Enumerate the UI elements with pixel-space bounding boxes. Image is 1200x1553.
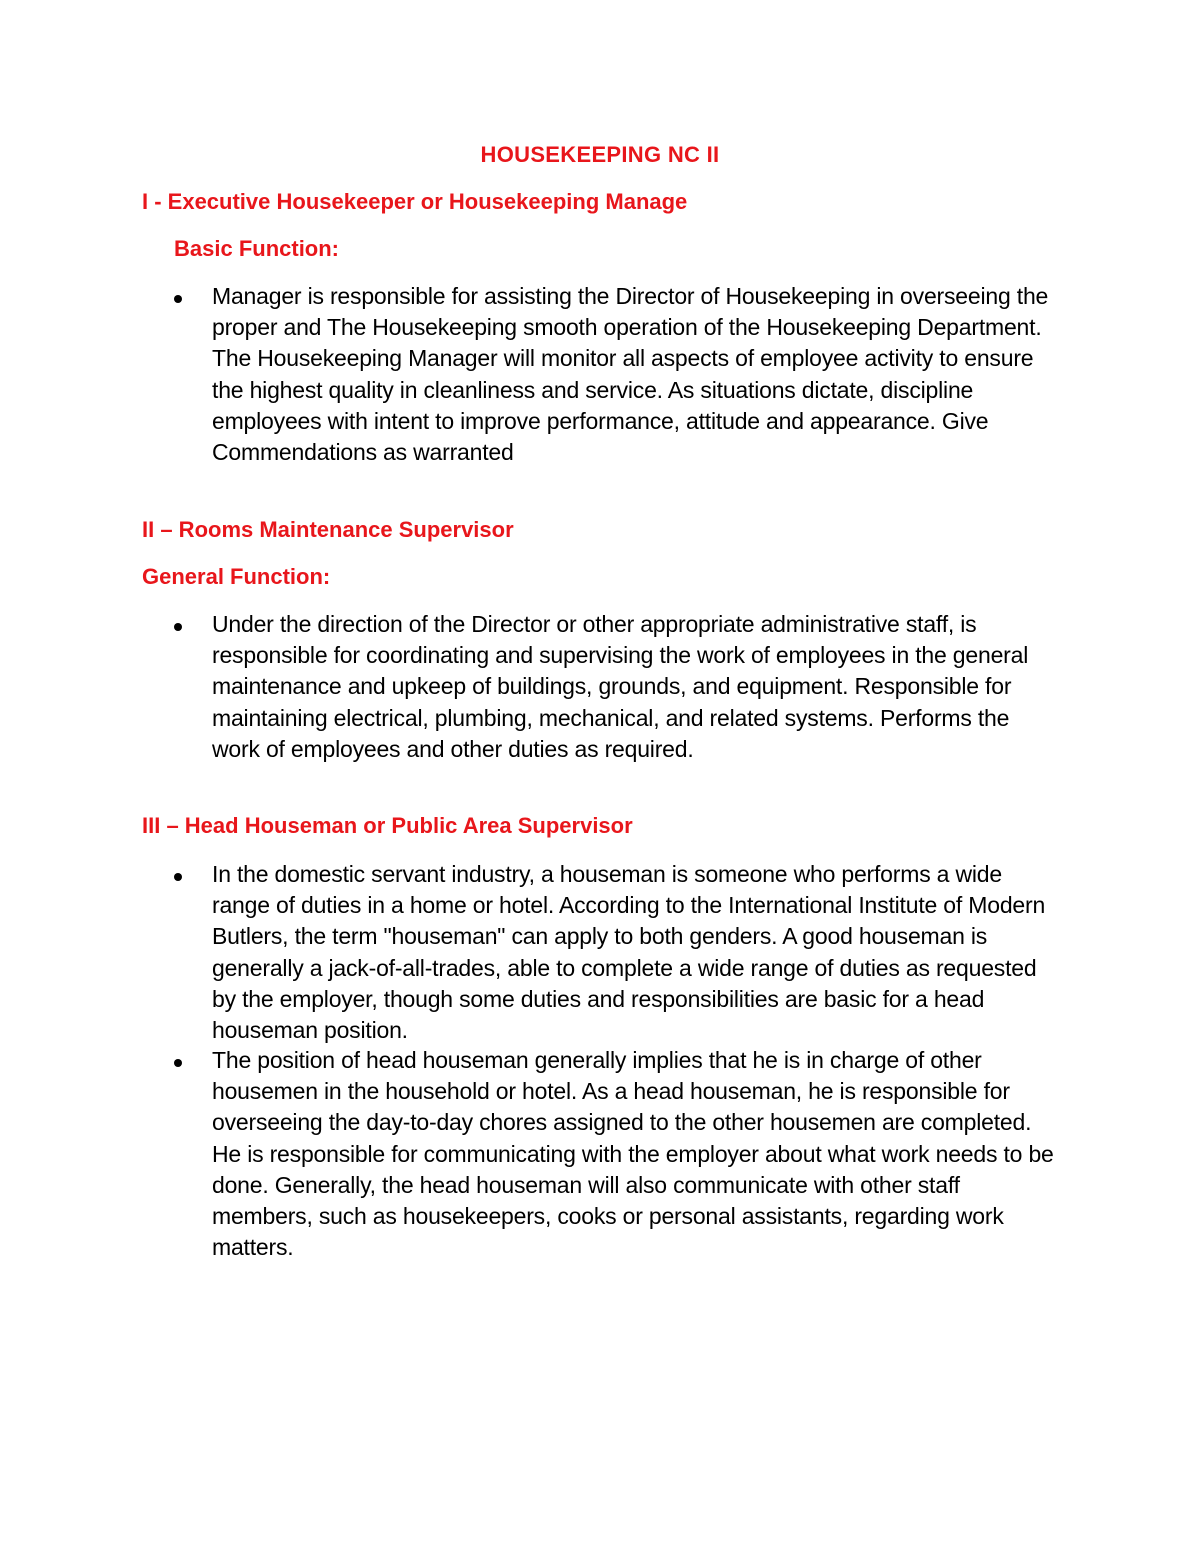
bullet-text: In the domestic servant industry, a houseman is someone who performs a wide range of duties in a home or hotel. According to the International Institute of Modern Butlers, the term "houseman" can apply to both genders. A good houseman is generally a jack-of-all-trades, able to complete a wide range of duties as requested by the employer, though some duties and responsibilities are basic for a head houseman position. [212,861,1046,1044]
list-item [174,281,1054,501]
document-title: HOUSEKEEPING NC II [480,142,720,167]
bullet-icon [174,295,182,303]
section-2-heading: II – Rooms Maintenance Supervisor [142,517,514,542]
section-3-heading: III – Head Houseman or Public Area Supervisor [142,813,633,838]
bullet-icon [174,873,182,881]
list-item [174,609,1054,799]
section-1-subheading: Basic Function: [174,236,340,261]
list-item [174,1045,1054,1265]
section-1-heading: I - Executive Housekeeper or Housekeeping Manage [142,189,688,214]
bullet-icon [174,623,182,631]
list-item [174,859,1054,1047]
bullet-text: The position of head houseman generally implies that he is in charge of other housemen in the household or hotel. As a head houseman, he is responsible for overseeing the day-to-day chores assigned to the other housemen are completed. He is responsible for communicating with the employer about what work needs to be done. Generally, the head houseman will also communicate with other staff members, such as housekeepers, cooks or personal assistants, regarding work matters. [212,1047,1054,1261]
section-2-subheading: General Function: [142,564,331,589]
bullet-text: Manager is responsible for assisting the Director of Housekeeping in overseeing the proper and The Housekeeping smooth operation of the Housekeeping Department. The Housekeeping Manager will monitor all aspects of employee activity to ensure the highest quality in cleanliness and service. As situations dictate, discipline employees with intent to improve performance, attitude and appearance. Give Commendations as warranted [212,283,1049,466]
bullet-text: Under the direction of the Director or other appropriate administrative staff, is responsible for coordinating and supervising the work of employees in the general maintenance and upkeep of buildings, grounds, and equipment. Responsible for maintaining electrical, plumbing, mechanical, and related systems. Performs the work of employees and other duties as required. [212,611,1029,762]
bullet-icon [174,1059,182,1067]
